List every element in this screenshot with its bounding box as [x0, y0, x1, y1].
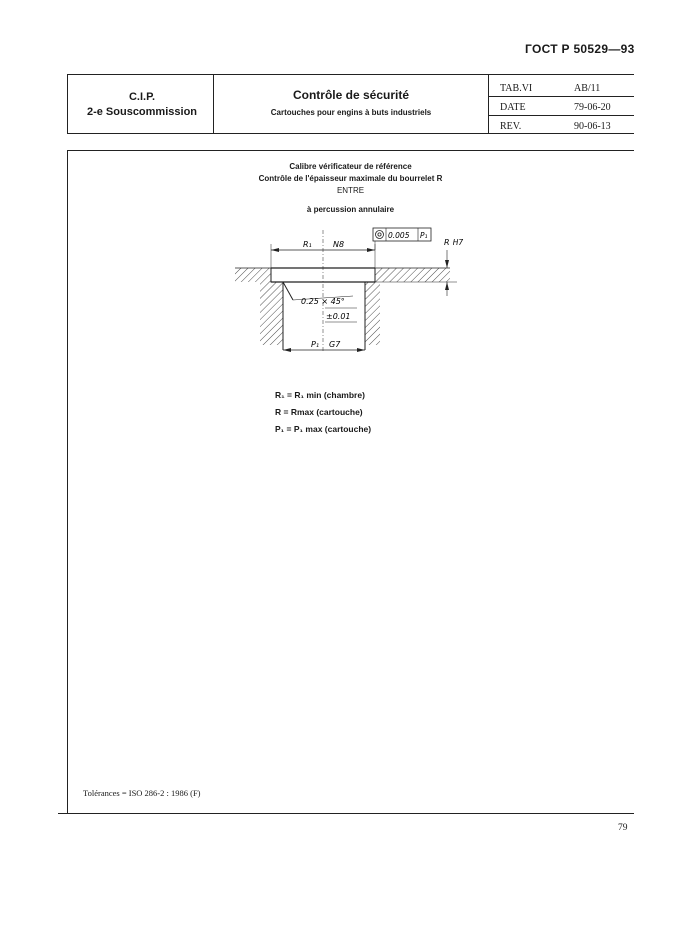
meta-value-tab: AB/11	[574, 83, 601, 94]
meta-key-rev: REV.	[500, 121, 522, 132]
cip-subcommission: 2-e Souscommission	[86, 106, 198, 118]
control-subtitle: Cartouches pour engins à buts industriels	[270, 108, 432, 117]
formula-p1: P₁ = P₁ max (cartouche)	[275, 424, 372, 434]
p1-label: P₁	[311, 340, 320, 349]
meta-key-tab: TAB.VI	[500, 83, 533, 94]
p1-fit: G7	[329, 340, 341, 349]
position-symbol-icon	[376, 231, 384, 239]
position-tol-value: 0.005	[388, 231, 410, 240]
control-title: Contrôle de sécurité	[292, 88, 410, 102]
gauge-drawing	[225, 220, 465, 365]
document-code: ГОСТ Р 50529—93	[525, 42, 635, 56]
header-divider	[488, 74, 489, 134]
page-number: 79	[618, 823, 628, 833]
meta-value-rev: 90-06-13	[574, 121, 611, 132]
r1-label: R₁	[303, 240, 312, 249]
header-table	[67, 74, 634, 134]
formula-r1: R₁ = R₁ min (chambre)	[275, 390, 365, 400]
chamfer-line	[283, 282, 293, 300]
header-divider	[213, 74, 214, 134]
tolerances-note: Tolérances = ISO 286-2 : 1986 (F)	[83, 788, 201, 798]
cip-title: C.I.P.	[128, 91, 156, 103]
r-fit: H7	[452, 238, 464, 247]
meta-divider	[489, 96, 634, 97]
hatch-right	[365, 268, 450, 345]
hatch-left	[235, 268, 283, 345]
formula-r: R = Rmax (cartouche)	[275, 407, 363, 417]
content-frame-bottom	[58, 813, 634, 814]
drawing-type: à percussion annulaire	[306, 205, 395, 214]
drawing-title: Calibre vérificateur de référence	[289, 162, 412, 171]
chamfer-tol: ±0.01	[326, 312, 351, 321]
r1-fit: N8	[333, 240, 345, 249]
meta-divider	[489, 115, 634, 116]
r-label: R	[444, 238, 450, 247]
recess-outline	[271, 268, 375, 350]
meta-value-date: 79-06-20	[574, 102, 611, 113]
meta-key-date: DATE	[500, 102, 526, 113]
position-tol-ref: P₁	[420, 231, 428, 240]
drawing-entre: ENTRE	[336, 186, 365, 195]
drawing-subtitle: Contrôle de l'épaisseur maximale du bourrelet R	[258, 174, 443, 183]
chamfer-label: 0.25 × 45°	[301, 297, 345, 306]
